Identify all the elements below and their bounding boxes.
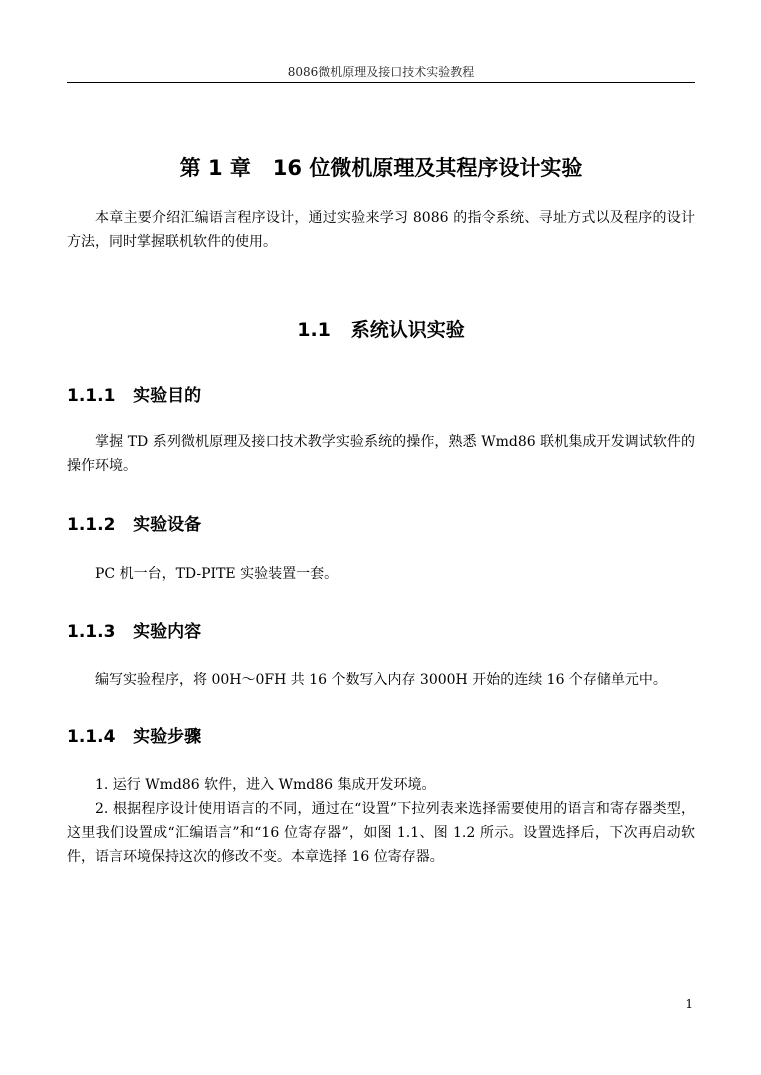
step-2-paragraph: 2. 根据程序设计使用语言的不同，通过在“设置”下拉列表来选择需要使用的语言和寄存器类型，这里我们设置成“汇编语言”和“16 位寄存器”，如图 1.1、图 1.2 所示。设置选择后，下次再启动软件，语言环境保持这次的修改不变。本章选择 16 位寄存器。 <box>67 801 695 865</box>
section-title: 1.1 系统认识实验 <box>297 319 465 341</box>
step-1-paragraph: 1. 运行 Wmd86 软件，进入 Wmd86 集成开发环境。 <box>95 777 436 793</box>
subsection-title-content: 1.1.3 实验内容 <box>67 622 202 642</box>
subsection-title-purpose: 1.1.1 实验目的 <box>67 386 202 406</box>
chapter-title: 第 1 章 16 位微机原理及其程序设计实验 <box>179 156 583 180</box>
purpose-paragraph: 掌握 TD 系列微机原理及接口技术教学实验系统的操作，熟悉 Wmd86 联机集成开发调试软件的操作环境。 <box>67 434 695 474</box>
chapter-intro-paragraph: 本章主要介绍汇编语言程序设计，通过实验来学习 8086 的指令系统、寻址方式以及程序的设计方法，同时掌握联机软件的使用。 <box>67 210 695 250</box>
page-number: 1 <box>685 997 693 1011</box>
subsection-title-equipment: 1.1.2 实验设备 <box>67 515 202 535</box>
running-header: 8086微机原理及接口技术实验教程 <box>287 65 475 79</box>
header-divider <box>67 82 695 83</box>
equipment-paragraph: PC 机一台，TD-PITE 实验装置一套。 <box>95 566 339 582</box>
content-paragraph: 编写实验程序，将 00H～0FH 共 16 个数写入内存 3000H 开始的连续 16 个存储单元中。 <box>95 672 667 688</box>
subsection-title-steps: 1.1.4 实验步骤 <box>67 727 202 747</box>
